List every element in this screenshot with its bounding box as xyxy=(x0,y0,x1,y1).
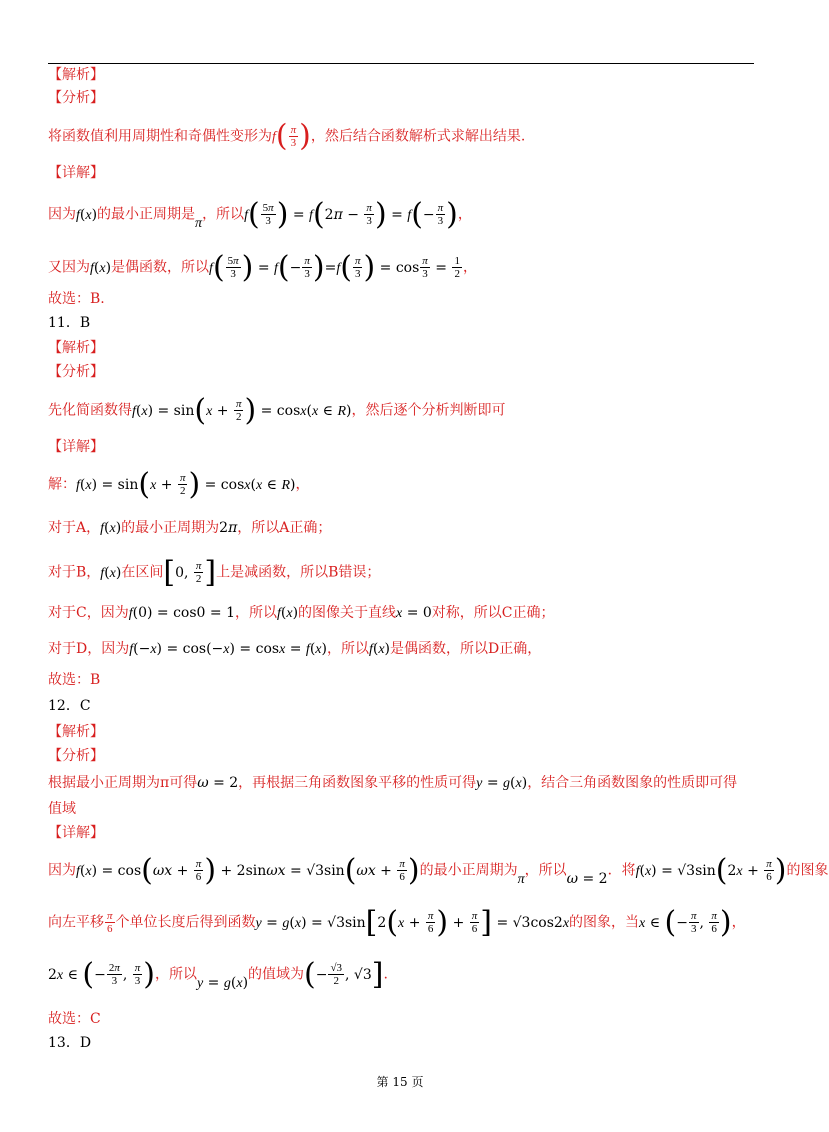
q12-choice: 故选：C xyxy=(48,1011,101,1027)
q11-option-a: 对于A，f(x)的最小正周期为2π，所以A正确； xyxy=(48,520,332,536)
q12-xiangjie: 【详解】 xyxy=(48,825,104,841)
section-xiangjie: 【详解】 xyxy=(48,165,104,181)
q11-solution: 解：f(x) = sin(x + $\frac{\pi}{2}$ ) = cosx(x ∈ R)， xyxy=(48,466,310,502)
q11-fenxi: 【分析】 xyxy=(48,364,104,380)
q11-option-b: 对于B，f(x)在区间[0, $\frac{\pi}{2}$ ]上是减函数，所以B错误； xyxy=(48,554,381,590)
q12-fenxi: 【分析】 xyxy=(48,748,104,764)
q12-analysis-1: 根据最小正周期为π可得ω = 2，再根据三角函数图象平移的性质可得y = g(x)，结合三角函数图象的性质即可得 xyxy=(48,775,738,791)
section-jiexi: 【解析】 xyxy=(48,67,104,83)
q11-xiangjie: 【详解】 xyxy=(48,439,104,455)
page-number: 第 15 页 xyxy=(376,1075,424,1089)
q12-detail-3: 2x ∈ (− $\frac{2\pi}{3}$ , $\frac{\pi}{3}$ )，所以y = g(x)的值域为(− $\frac{√3}{2}$ , √3]. xyxy=(48,956,388,992)
q10-choice: 故选：B. xyxy=(48,291,105,307)
q11-choice: 故选：B xyxy=(48,672,101,688)
section-fenxi: 【分析】 xyxy=(48,90,104,106)
q12-detail-1: 因为f(x) = cos(ωx + $\frac{\pi}{6}$ ) + 2sinωx = √3sin(ωx + $\frac{\pi}{6}$ )的最小正周期为π，所以ω = 2．将f(x) = √3sin(2x + $\frac{\pi}{6}$ )的图象 xyxy=(48,852,829,888)
q10-detail-2: 又因为f(x)是偶函数，所以f( $\frac{5\pi}{3}$ ) = f(− $\frac{\pi}{3}$ )=f( $\frac{\pi}{3}$ ) = cos $\frac{\pi}{3}$ = $\frac{1}{2}$ ， xyxy=(48,249,477,285)
q12-analysis-2: 值域 xyxy=(48,801,76,817)
q11-number: 11．B xyxy=(48,315,91,331)
q10-detail-1: 因为f(x)的最小正周期是π，所以f( $\frac{5\pi}{3}$ ) = f(2π − $\frac{\pi}{3}$ ) = f(− $\frac{\pi}{3}$ )， xyxy=(48,196,472,232)
q12-jiexi: 【解析】 xyxy=(48,724,104,740)
q10-analysis: 将函数值利用周期性和奇偶性变形为f( $\frac{\pi}{3}$ )，然后结合函数解析式求解出结果. xyxy=(48,118,526,154)
q11-option-d: 对于D，因为f(−x) = cos(−x) = cosx = f(x)，所以f(x)是偶函数，所以D正确， xyxy=(48,641,542,657)
q11-option-c: 对于C，因为f(0) = cos0 = 1，所以f(x)的图像关于直线x = 0对称，所以C正确； xyxy=(48,605,555,621)
q13-number: 13．D xyxy=(48,1035,92,1051)
q12-detail-2: 向左平移 $\frac{\pi}{6}$ 个单位长度后得到函数y = g(x) = √3sin[2(x + $\frac{\pi}{6}$ ) + $\frac{\pi}{6}$ ] = √3cos2x的图象，当x ∈ (− $\frac{\pi}{3}$ , $\frac{\pi}{6}$ )， xyxy=(48,904,746,940)
q11-analysis: 先化简函数得f(x) = sin(x + $\frac{\pi}{2}$ ) = cosx(x ∈ R)，然后逐个分析判断即可 xyxy=(48,392,506,428)
q12-number: 12．C xyxy=(48,698,91,714)
header-rule xyxy=(48,63,754,64)
q11-jiexi: 【解析】 xyxy=(48,340,104,356)
